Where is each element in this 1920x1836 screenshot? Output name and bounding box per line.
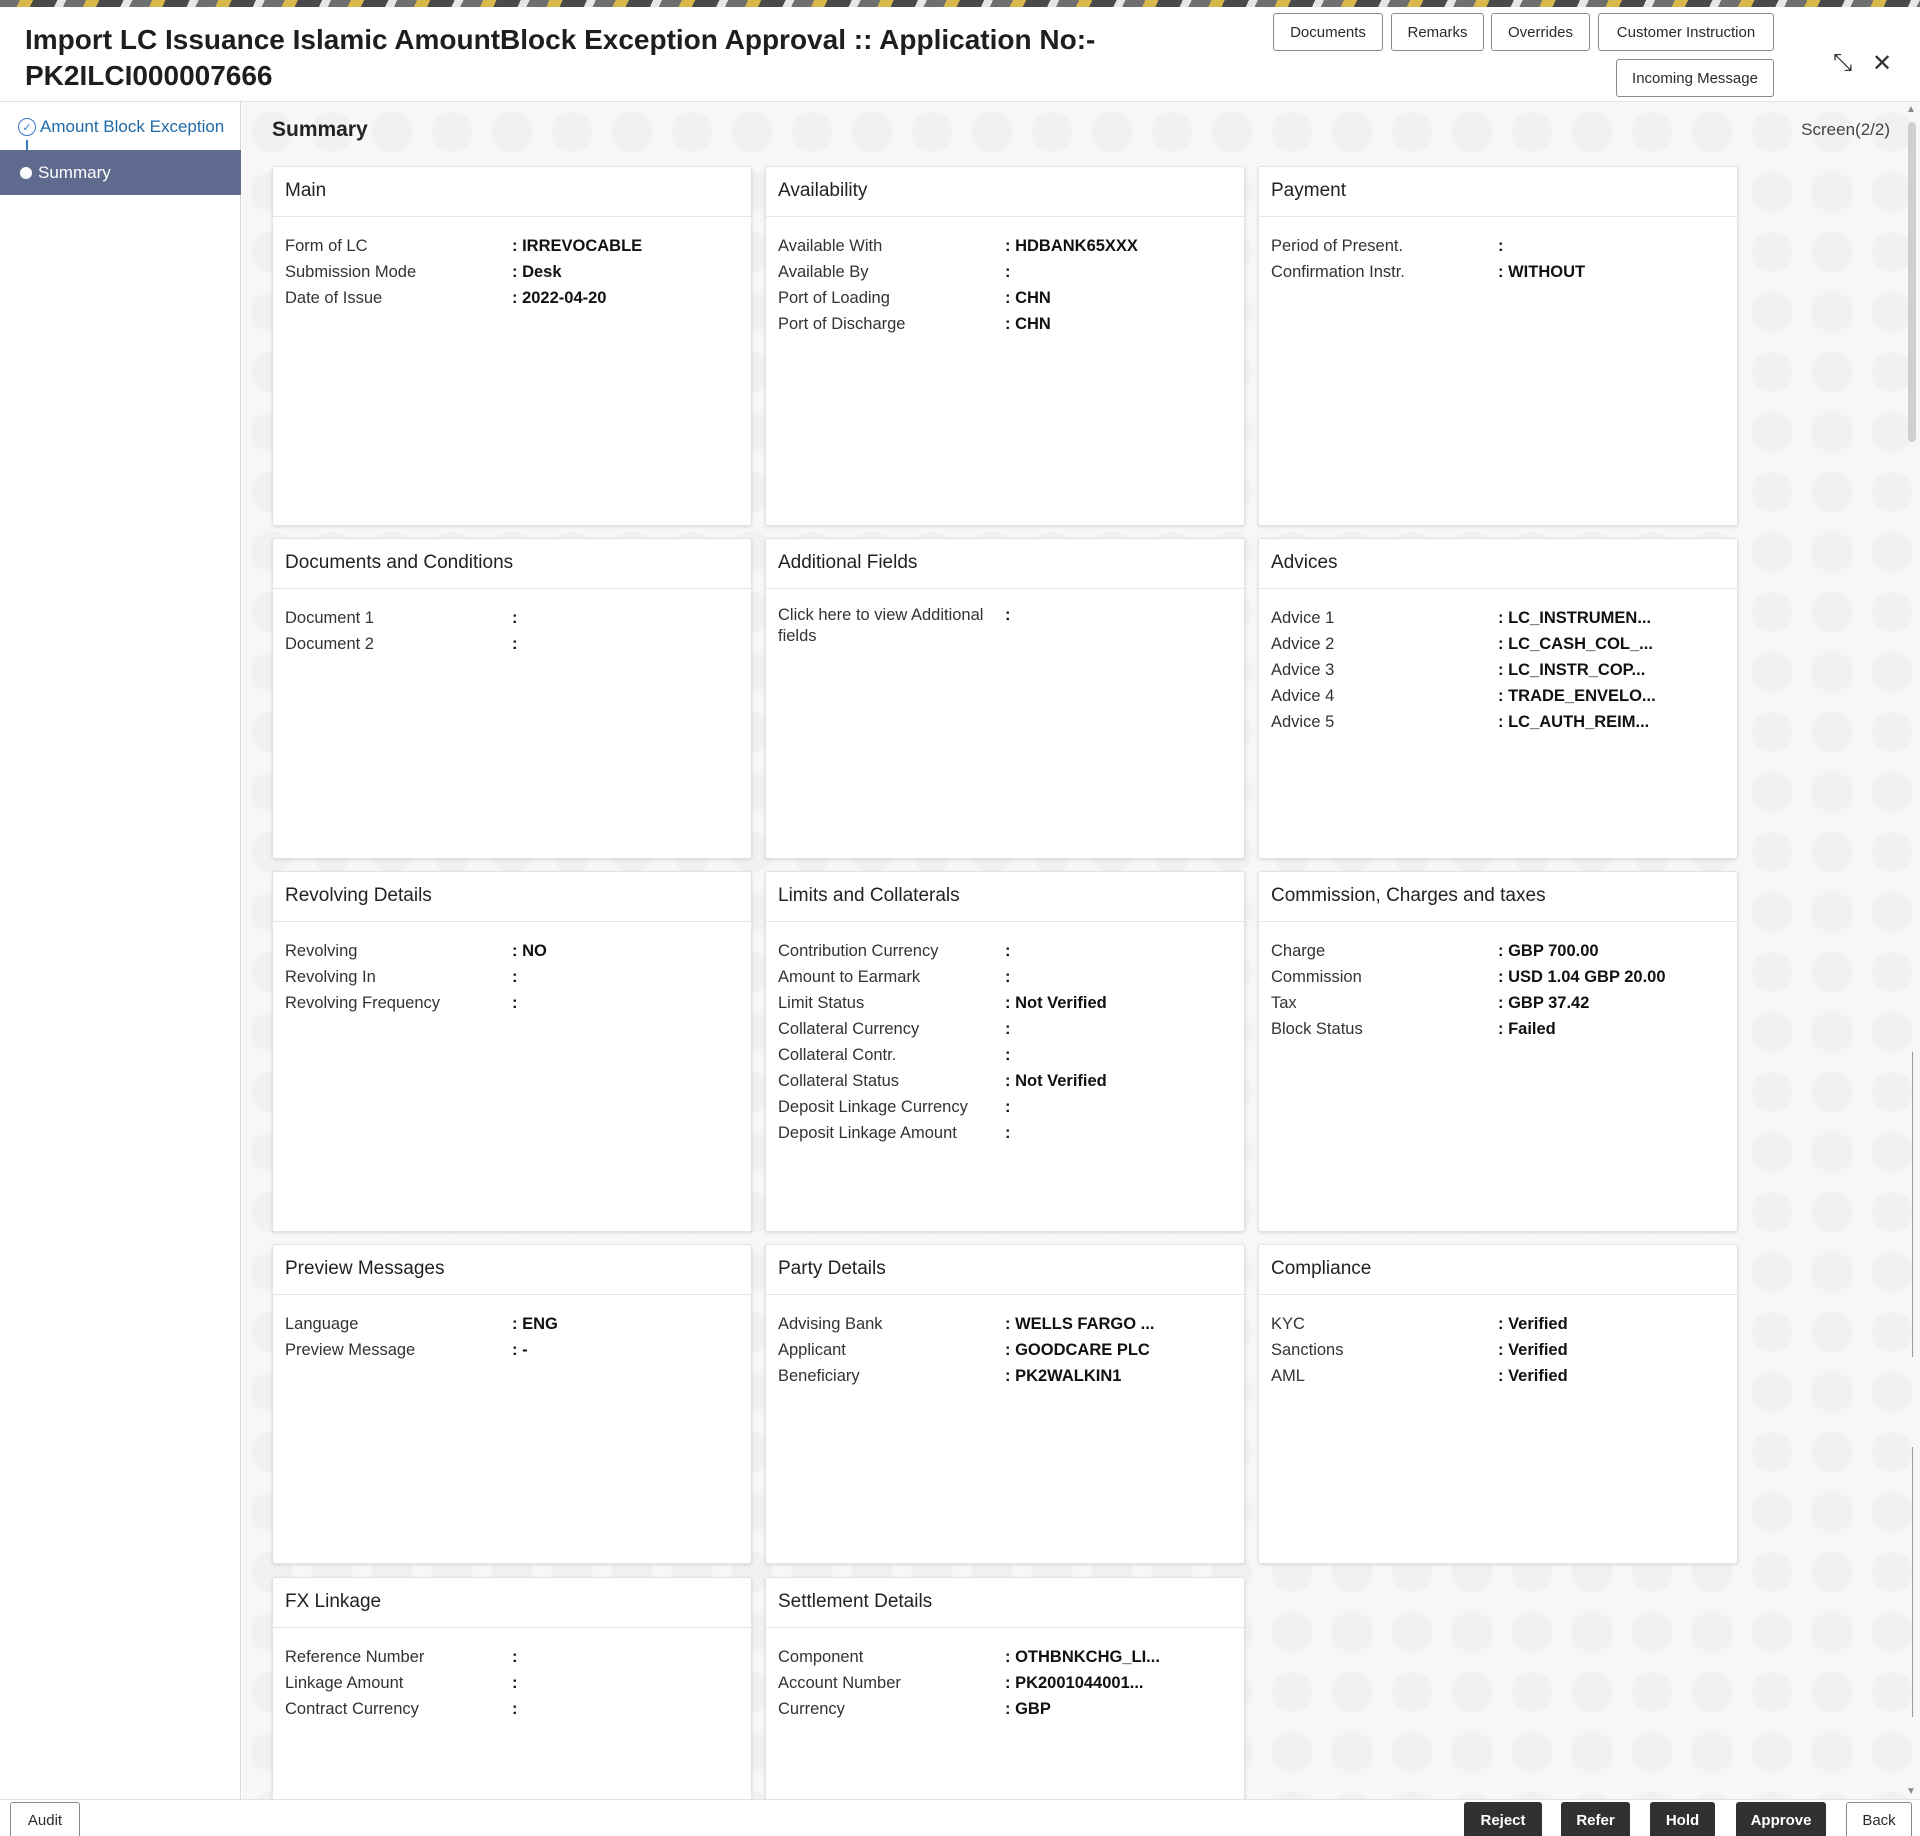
close-icon[interactable]: ✕	[1872, 50, 1893, 77]
field-row	[778, 1644, 1232, 1670]
field-label: Advice 2	[1271, 635, 1335, 653]
card-title: Commission, Charges and taxes	[1259, 872, 1737, 922]
field-label: Account Number	[778, 1674, 901, 1692]
field-row	[1271, 1363, 1725, 1389]
audit-button[interactable]: Audit	[10, 1802, 80, 1836]
card-title: Preview Messages	[273, 1245, 751, 1295]
card-advices	[1258, 538, 1738, 859]
field-value: : GBP 37.42	[1498, 994, 1590, 1012]
field-value: : LC_INSTRUMEN...	[1498, 609, 1652, 627]
field-value: : LC_AUTH_REIM...	[1498, 713, 1650, 731]
card-documents-and-conditions	[272, 538, 752, 859]
card-main	[272, 166, 752, 526]
field-label: Advice 1	[1271, 609, 1335, 627]
card-title: Revolving Details	[273, 872, 751, 922]
field-row	[778, 1094, 1232, 1120]
field-row	[1271, 1311, 1725, 1337]
field-label: Advising Bank	[778, 1315, 883, 1333]
field-label: Confirmation Instr.	[1271, 263, 1405, 281]
field-row	[1271, 990, 1725, 1016]
field-value: :	[1005, 1046, 1011, 1064]
field-row	[1271, 605, 1725, 631]
field-row	[778, 1363, 1232, 1389]
field-value: : Not Verified	[1005, 1072, 1107, 1090]
field-row	[285, 285, 739, 311]
field-value: :	[512, 609, 518, 627]
field-row	[285, 1644, 739, 1670]
field-row	[1271, 938, 1725, 964]
field-value: :	[1005, 1124, 1011, 1142]
field-row	[285, 964, 739, 990]
documents-button[interactable]: Documents	[1273, 13, 1383, 51]
field-label: Currency	[778, 1700, 845, 1718]
field-value: : Verified	[1498, 1367, 1568, 1385]
field-row	[778, 1120, 1232, 1146]
card-title: Additional Fields	[766, 539, 1244, 589]
field-value: :	[1005, 1098, 1011, 1116]
card-title: Main	[273, 167, 751, 217]
field-value: : WITHOUT	[1498, 263, 1586, 281]
card-title: FX Linkage	[273, 1578, 751, 1628]
minimize-icon[interactable]: ⤡	[1833, 49, 1853, 76]
field-label[interactable]: Click here to view Additional fields	[778, 606, 984, 645]
field-label: Period of Present.	[1271, 237, 1404, 255]
card-preview-messages	[272, 1244, 752, 1564]
card-title: Payment	[1259, 167, 1737, 217]
card-title: Settlement Details	[766, 1578, 1244, 1628]
field-value: : GBP	[1005, 1700, 1051, 1718]
field-value: : TRADE_ENVELO...	[1498, 687, 1656, 705]
field-label: AML	[1271, 1367, 1305, 1385]
section-title: Summary	[272, 118, 368, 141]
page-header	[0, 7, 1920, 102]
card-payment	[1258, 166, 1738, 526]
field-value: : IRREVOCABLE	[512, 237, 643, 255]
field-label: Advice 4	[1271, 687, 1335, 705]
card-additional-fields	[765, 538, 1245, 859]
overrides-button[interactable]: Overrides	[1491, 13, 1590, 51]
field-value: :	[512, 1648, 518, 1666]
field-row	[285, 605, 739, 631]
active-step-dot-icon	[20, 167, 32, 179]
card-limits-and-collaterals	[765, 871, 1245, 1232]
field-row	[778, 964, 1232, 990]
field-value: : Not Verified	[1005, 994, 1107, 1012]
field-row	[1271, 683, 1725, 709]
card-compliance	[1258, 1244, 1738, 1564]
field-label: Block Status	[1271, 1020, 1363, 1038]
sidebar-item-amount-block-exception[interactable]	[18, 114, 238, 140]
field-row	[285, 990, 739, 1016]
field-label: Date of Issue	[285, 289, 383, 307]
screen-indicator: Screen(2/2)	[1801, 120, 1890, 139]
scroll-down-icon[interactable]: ▼	[1906, 1786, 1916, 1797]
field-label: Collateral Currency	[778, 1020, 920, 1038]
field-label: Linkage Amount	[285, 1674, 404, 1692]
page-title	[25, 22, 1225, 94]
card-title: Party Details	[766, 1245, 1244, 1295]
field-label: Deposit Linkage Amount	[778, 1124, 957, 1142]
field-value: : ENG	[512, 1315, 558, 1333]
field-value: : -	[512, 1341, 528, 1359]
field-row	[1271, 631, 1725, 657]
field-value: : USD 1.04 GBP 20.00	[1498, 968, 1666, 986]
field-label: Document 1	[285, 609, 374, 627]
field-label: Applicant	[778, 1341, 846, 1359]
field-label: Contribution Currency	[778, 942, 939, 960]
field-row	[1271, 964, 1725, 990]
field-label: Port of Discharge	[778, 315, 906, 333]
field-row	[778, 990, 1232, 1016]
field-row	[1271, 1016, 1725, 1042]
field-value: :	[1005, 1020, 1011, 1038]
field-row	[778, 1696, 1232, 1722]
customer-instruction-button[interactable]: Customer Instruction	[1598, 13, 1774, 51]
field-row	[285, 1311, 739, 1337]
field-label: Collateral Status	[778, 1072, 900, 1090]
field-value: : LC_CASH_COL_...	[1498, 635, 1653, 653]
field-value: :	[512, 635, 518, 653]
field-label: Tax	[1271, 994, 1297, 1012]
field-value: :	[1005, 942, 1011, 960]
field-row	[778, 1042, 1232, 1068]
field-row	[778, 1068, 1232, 1094]
check-circle-icon: ✓	[18, 118, 36, 136]
card-title: Documents and Conditions	[273, 539, 751, 589]
action-footer	[0, 1799, 1920, 1836]
scrollbar-thumb[interactable]	[1908, 122, 1916, 442]
field-row	[285, 938, 739, 964]
field-value: :	[512, 994, 518, 1012]
field-value: : OTHBNKCHG_LI...	[1005, 1648, 1160, 1666]
field-label: Charge	[1271, 942, 1326, 960]
field-value: : HDBANK65XXX	[1005, 237, 1138, 255]
card-title: Compliance	[1259, 1245, 1737, 1295]
field-row	[285, 233, 739, 259]
field-row	[778, 233, 1232, 259]
field-label: Collateral Contr.	[778, 1046, 897, 1064]
field-row	[778, 1337, 1232, 1363]
field-value: : LC_INSTR_COP...	[1498, 661, 1646, 679]
field-row	[285, 259, 739, 285]
field-row	[1271, 233, 1725, 259]
vertical-scrollbar[interactable]	[1902, 102, 1920, 1799]
field-label: Language	[285, 1315, 359, 1333]
back-button[interactable]: Back	[1846, 1802, 1912, 1836]
field-value: :	[1498, 237, 1504, 255]
field-label: Advice 3	[1271, 661, 1335, 679]
field-row	[285, 631, 739, 657]
field-value: : Failed	[1498, 1020, 1556, 1038]
field-row	[285, 1670, 739, 1696]
field-row	[1271, 657, 1725, 683]
field-label: Port of Loading	[778, 289, 890, 307]
field-label: Preview Message	[285, 1341, 416, 1359]
field-value: :	[1005, 968, 1011, 986]
field-value: : CHN	[1005, 315, 1051, 333]
sidebar-item-summary[interactable]	[0, 150, 241, 195]
sidebar	[0, 102, 241, 1799]
field-label: Commission	[1271, 968, 1362, 986]
card-commission-charges-taxes	[1258, 871, 1738, 1232]
refer-button[interactable]: Refer	[1561, 1802, 1630, 1836]
incoming-message-button[interactable]: Incoming Message	[1616, 59, 1774, 97]
field-label: Beneficiary	[778, 1367, 860, 1385]
field-label: Form of LC	[285, 237, 368, 255]
card-fx-linkage	[272, 1577, 752, 1799]
reject-button[interactable]: Reject	[1464, 1802, 1542, 1836]
field-value: : PK2WALKIN1	[1005, 1367, 1122, 1385]
field-label: Submission Mode	[285, 263, 417, 281]
field-value: :	[512, 968, 518, 986]
field-label: KYC	[1271, 1315, 1305, 1333]
card-title: Advices	[1259, 539, 1737, 589]
field-value: : Desk	[512, 263, 562, 281]
sidebar-item-label: Amount Block Exception	[40, 117, 225, 136]
field-value: :	[512, 1700, 518, 1718]
field-row	[778, 1016, 1232, 1042]
approve-button[interactable]: Approve	[1736, 1802, 1826, 1836]
hold-button[interactable]: Hold	[1650, 1802, 1715, 1836]
field-value: : Verified	[1498, 1341, 1568, 1359]
field-row	[1271, 1337, 1725, 1363]
card-party-details	[765, 1244, 1245, 1564]
field-value: : PK2001044001...	[1005, 1674, 1144, 1692]
field-row	[778, 285, 1232, 311]
field-row	[285, 1696, 739, 1722]
field-row	[778, 259, 1232, 285]
card-revolving-details	[272, 871, 752, 1232]
field-row	[778, 1670, 1232, 1696]
field-label: Revolving In	[285, 968, 376, 986]
application-number: PK2ILCI000007666	[25, 60, 273, 91]
field-value: : 2022-04-20	[512, 289, 607, 307]
field-value: : NO	[512, 942, 547, 960]
field-label: Contract Currency	[285, 1700, 419, 1718]
field-row	[285, 1337, 739, 1363]
field-label: Available By	[778, 263, 869, 281]
card-availability	[765, 166, 1245, 526]
field-value: :	[1005, 263, 1011, 281]
field-label: Deposit Linkage Currency	[778, 1098, 968, 1116]
field-row	[778, 1311, 1232, 1337]
field-value: : Verified	[1498, 1315, 1568, 1333]
field-value: :	[512, 1674, 518, 1692]
top-banner-strip	[0, 0, 1920, 7]
field-row	[778, 938, 1232, 964]
scroll-rail	[1912, 1052, 1913, 1357]
card-settlement-details	[765, 1577, 1245, 1799]
field-label: Available With	[778, 237, 883, 255]
field-label: Document 2	[285, 635, 374, 653]
field-label: Sanctions	[1271, 1341, 1344, 1359]
sidebar-item-label: Summary	[38, 162, 111, 182]
field-label: Limit Status	[778, 994, 865, 1012]
field-value: : GBP 700.00	[1498, 942, 1599, 960]
field-row	[1271, 709, 1725, 735]
field-value: : CHN	[1005, 289, 1051, 307]
field-row	[778, 311, 1232, 337]
field-label: Component	[778, 1648, 864, 1666]
main-content	[242, 102, 1920, 1799]
field-value: : GOODCARE PLC	[1005, 1341, 1150, 1359]
field-value: :	[1005, 606, 1011, 624]
field-label: Revolving	[285, 942, 358, 960]
field-label: Advice 5	[1271, 713, 1335, 731]
field-label: Revolving Frequency	[285, 994, 440, 1012]
title-line-1: Import LC Issuance Islamic AmountBlock Exception Approval :: Application No:-	[25, 24, 1096, 55]
scroll-rail	[1912, 1447, 1913, 1717]
card-title: Availability	[766, 167, 1244, 217]
field-label: Reference Number	[285, 1648, 425, 1666]
field-value: : WELLS FARGO ...	[1005, 1315, 1155, 1333]
field-label: Amount to Earmark	[778, 968, 921, 986]
additional-fields-link[interactable]	[778, 605, 1232, 647]
field-row	[1271, 259, 1725, 285]
remarks-button[interactable]: Remarks	[1391, 13, 1484, 51]
card-title: Limits and Collaterals	[766, 872, 1244, 922]
scroll-up-icon[interactable]: ▲	[1906, 104, 1916, 115]
